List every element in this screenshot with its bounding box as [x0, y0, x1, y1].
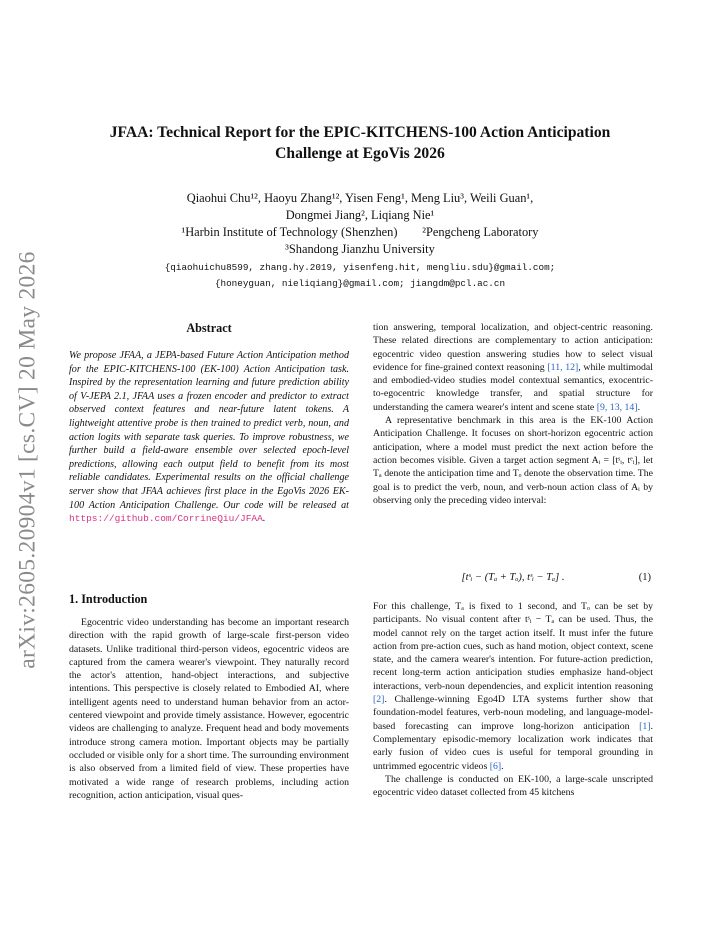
authors-line-1: Qiaohui Chu¹², Haoyu Zhang¹², Yisen Feng¹, Meng Liu³, Weili Guan¹, — [186, 191, 534, 205]
code-link[interactable]: https://github.com/CorrineQiu/JFAA — [69, 513, 263, 525]
right-paragraph-3: For this challenge, Tₐ is fixed to 1 second, and Tₒ can be set by participants. No visual content after tˢᵢ − Tₐ can be used. Thus, the model cannot rely on the target action itself. It must infer the future action from pre-action cues, such as hand motion, object context, scene state, and the camera wearer's intention. For future-action prediction, recent long-term action anticipation studies emphasize hand-object interactions, verb-noun dependencies, and explicit intention reasoning [2]. Challenge-winning Ego4D LTA systems further show that foundation-model features, verb-noun modeling, and language-model-based forecasting can improve long-horizon anticipation [1]. Complementary episodic-memory localization work indicates that early fusion of video cues is useful for temporal grounding in untrimmed egocentric videos [6]. — [373, 601, 653, 772]
affiliations — [80, 224, 640, 258]
title-line-1: JFAA: Technical Report for the EPIC-KITCHENS-100 Action Anticipation — [109, 124, 611, 141]
right-paragraph-4: The challenge is conducted on EK-100, a large-scale unscripted egocentric video dataset collected from 45 kitchens — [373, 773, 653, 799]
title-line-2: Challenge at EgoVis 2026 — [275, 145, 445, 162]
abstract-text: We propose JFAA, a JEPA-based Future Action Anticipation method for the EPIC-KITCHENS-100 (EK-100) Action Anticipation task. Inspired by the representation learning and future prediction ability of V-JEPA 2.1, JFAA uses a frozen encoder and predictor to extract observed context features and near-future latent tokens. A lightweight attentive probe is then trained to predict verb, noun, and action logits with separate task queries. To improve robustness, we further build a field-aware ensemble over selected epoch-level predictions, allowing each output field to benefit from its most reliable candidates. Experimental results on the official challenge server show that JFAA achieves first place in the EgoVis 2026 EK-100 Action Anticipation Challenge. Our code will be released at — [69, 350, 349, 511]
paper-title — [80, 122, 640, 164]
equation-number: (1) — [638, 572, 651, 583]
arxiv-sidebar-stamp — [6, 250, 50, 670]
intro-column-right-top — [373, 321, 653, 507]
citation[interactable]: [11, 12] — [547, 361, 579, 373]
intro-column-right-bottom — [373, 600, 653, 799]
affiliation-line-2: ³Shandong Jianzhu University — [285, 242, 435, 256]
right-paragraph-2: A representative benchmark in this area is the EK-100 Action Anticipation Challenge. It focuses on short-horizon egocentric action anticipation, where a model must predict the next action before the action becomes visible. Given a target action segment Aᵢ = [tˢᵢ, tᵉᵢ], let Tₐ denote the anticipation time and Tₒ denote the observation time. The goal is to predict the verb, noun, and verb-noun action class of Aᵢ by observing only the preceding video interval: — [373, 415, 653, 506]
abstract-period: . — [262, 513, 266, 525]
intro-column-left — [69, 616, 349, 802]
email-line-2: {honeyguan, nieliqiang}@gmail.com; jiangdm@pcl.ac.cn — [214, 278, 506, 289]
citation[interactable]: [1] — [639, 720, 651, 732]
arxiv-id: arXiv:2605.20904v1 [cs.CV] 20 May 2026 — [14, 251, 41, 669]
citation[interactable]: [6] — [489, 760, 502, 772]
email-line-1: {qiaohuichu8599, zhang.hy.2019, yisenfeng.hit, mengliu.sdu}@gmail.com; — [164, 262, 556, 273]
authors — [80, 190, 640, 224]
emails — [80, 260, 640, 292]
section-heading-introduction: 1. Introduction — [69, 592, 148, 606]
citation[interactable]: [2] — [373, 694, 385, 706]
authors-line-2: Dongmei Jiang², Liqiang Nie¹ — [285, 208, 435, 222]
citation[interactable]: [9, 13, 14] — [596, 401, 638, 413]
intro-paragraph-1: Egocentric video understanding has become an important research direction with the rapid growth of large-scale first-person video datasets. Unlike traditional third-person videos, egocentric videos are captured from the camera wearer's viewpoint. They naturally record the actor's attention, hand-object interactions, and subjective intentions. This perspective is closely related to Embodied AI, where intelligent agents need to understand human behavior from an actor-centered viewpoint and provide timely assistance. However, egocentric videos are challenging to analyze. Frequent head and body movements introduce strong camera motion. Important objects may be partially occluded or visible only for a short time. The surrounding environment is also observed from a limited field of view. These properties have motivated a wide range of research problems, including action recognition, action anticipation, visual ques- — [69, 617, 349, 801]
affiliation-line-1: ¹Harbin Institute of Technology (Shenzhen) ²Pengcheng Laboratory — [181, 225, 539, 239]
abstract-body — [69, 349, 349, 526]
abstract-heading: Abstract — [186, 321, 232, 335]
equation-expression: [tˢᵢ − (Tₐ + Tₒ), tˢᵢ − Tₐ] . — [461, 572, 565, 583]
right-paragraph-1: tion answering, temporal localization, and object-centric reasoning. These related directions are complementary to action anticipation: egocentric video question answering studies how to select visual evidence for fine-grained context reasoning [11, 12], while multimodal and embodied-video studies model contextual semantics, exocentric-to-egocentric knowledge transfer, and spatial structure for understanding the camera wearer's intent and scene state [9, 13, 14]. — [373, 322, 653, 413]
